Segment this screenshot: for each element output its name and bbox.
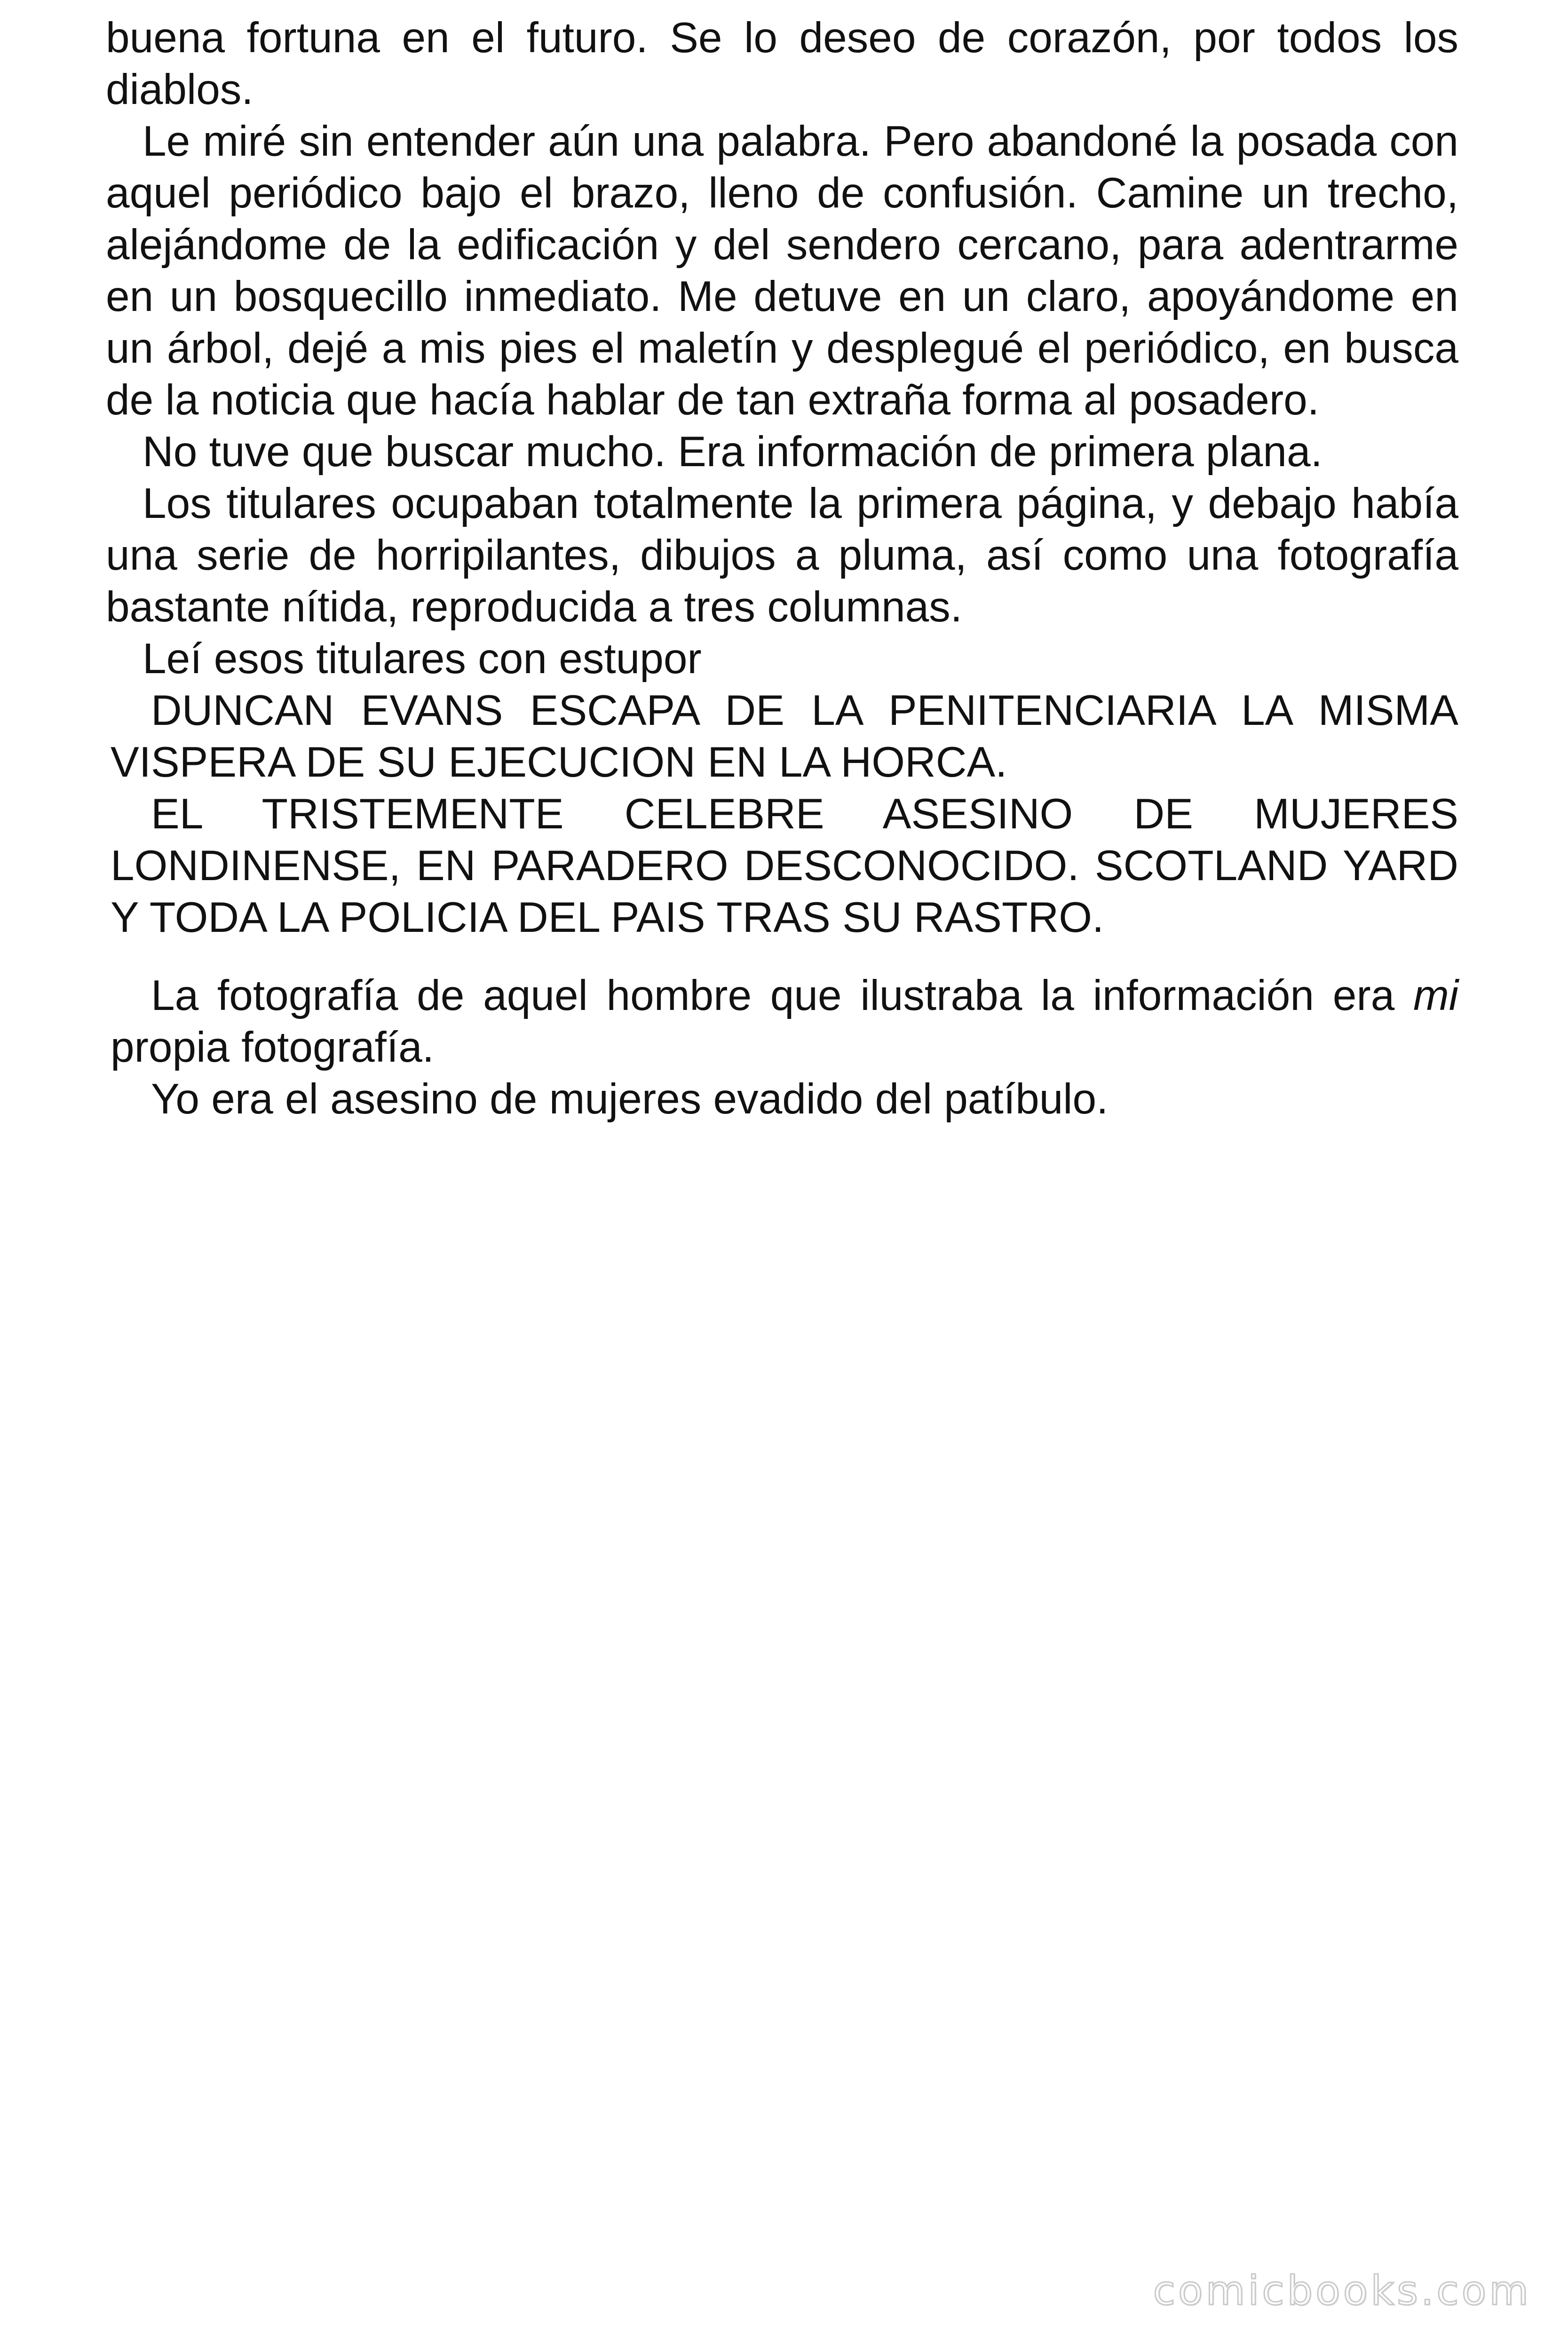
headline-2: EL TRISTEMENTE CELEBRE ASESINO DE MUJERES LONDINENSE, EN PARADERO DESCONOCIDO. SCOTLAND YARD Y TODA LA POLICIA DEL PAIS TRAS SU RASTRO. (111, 790, 1458, 941)
newspaper-headlines (111, 685, 1458, 944)
watermark-logo: comicbooks.com (1153, 2267, 1531, 2314)
closing-section (111, 970, 1458, 1125)
paragraph-5: Leí esos titulares con estupor (143, 635, 702, 683)
paragraph-2: Le miré sin entender aún una palabra. Pero abandoné la posada con aquel periódico bajo el brazo, lleno de confusión. Camine un trecho, alejándome de la edificación y del sendero cercano, para adentrarme en un bosquecillo inmediato. Me detuve en un claro, apoyándome en un árbol, dejé a mis pies el maletín y desplegué el periódico, en busca de la noticia que hacía hablar de tan extraña forma al posadero. (106, 118, 1458, 424)
page-body (106, 12, 1458, 1125)
photo-text-start: La fotografía de aquel hombre que ilustraba la información era (151, 972, 1413, 1019)
paragraph-photo (111, 970, 1458, 1073)
paragraph-1: buena fortuna en el futuro. Se lo deseo de corazón, por todos los diablos. (106, 14, 1458, 113)
photo-text-end: propia fotografía. (111, 1024, 435, 1071)
photo-text-italic: mi (1413, 972, 1458, 1019)
section-spacer (106, 944, 1458, 970)
closing-line: Yo era el asesino de mujeres evadido del patíbulo. (151, 1075, 1109, 1123)
paragraph-3: No tuve que buscar mucho. Era información de primera plana. (143, 428, 1323, 476)
paragraph-4: Los titulares ocupaban totalmente la primera página, y debajo había una serie de horripilantes, dibujos a pluma, así como una fotografía bastante nítida, reproducida a tres columnas. (106, 480, 1458, 631)
headline-1: DUNCAN EVANS ESCAPA DE LA PENITENCIARIA LA MISMA VISPERA DE SU EJECUCION EN LA HORCA. (111, 687, 1458, 786)
